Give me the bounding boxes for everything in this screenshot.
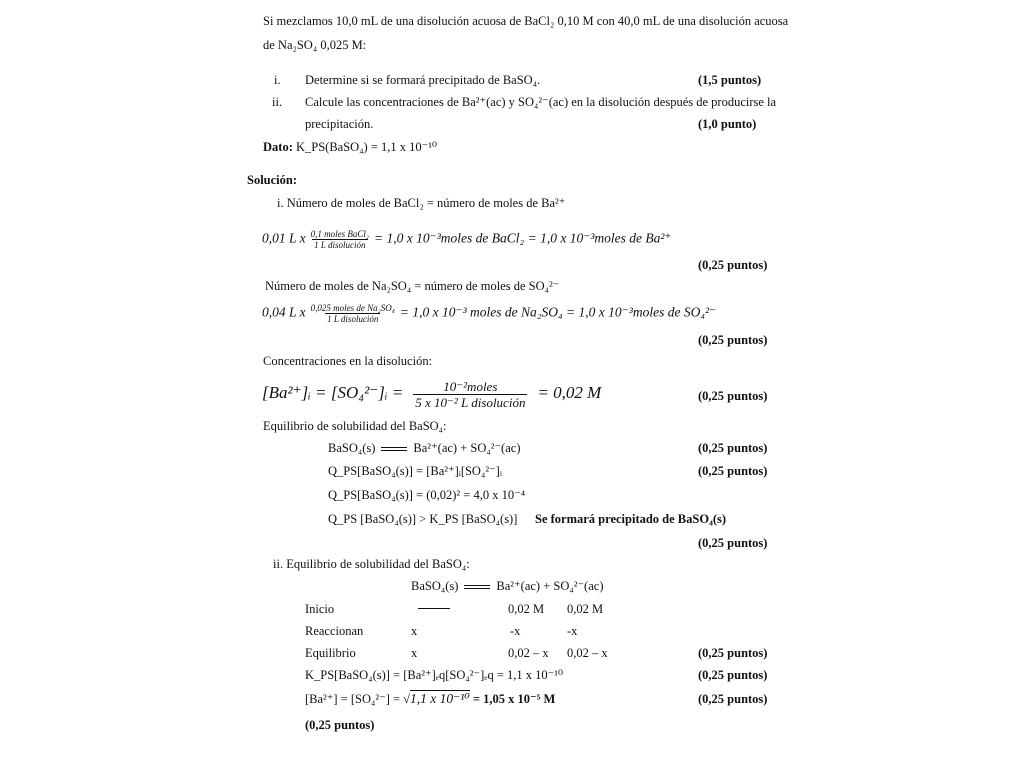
final-root: 1,1 x 10⁻¹⁰	[410, 691, 470, 706]
ice-row-label: Inicio	[305, 602, 335, 616]
ice-cell: 0,02 – x	[508, 646, 549, 660]
eq1-denominator: 1 L disolución	[314, 240, 366, 250]
eq1-fraction	[309, 229, 371, 250]
reaction-1-products: Ba²⁺(ac) + SO₄²⁻(ac)	[413, 441, 521, 455]
eq2-lead: 0,04 L x	[262, 304, 306, 320]
points-h: (0,25 puntos)	[698, 692, 768, 706]
points-d: (0,25 puntos)	[698, 441, 768, 455]
equation-moles-na2so4	[262, 303, 716, 324]
points-c: (0,25 puntos)	[698, 389, 768, 403]
reaction-equation-1	[328, 440, 520, 456]
eq2-fraction	[309, 303, 397, 324]
equilibrium-heading: Equilibrio de solubilidad del BaSO₄:	[263, 419, 447, 433]
points-last: (0,25 puntos)	[305, 718, 375, 732]
solution-step-1: i. Número de moles de BaCl₂ = número de moles de Ba²⁺	[277, 196, 566, 210]
dato-line	[263, 139, 437, 155]
item-i-text: Determine si se formará precipitado de BaSO₄.	[305, 73, 541, 87]
points-ice: (0,25 puntos)	[698, 646, 768, 660]
problem-line-2: de Na₂SO₄ 0,025 M:	[263, 38, 367, 52]
qps-definition: Q_PS[BaSO₄(s)] = [Ba²⁺]ᵢ[SO₄²⁻]ᵢ	[328, 464, 502, 478]
kps-equation: K_PS[BaSO₄(s)] = [Ba²⁺]ₑq[SO₄²⁻]ₑq = 1,1 x 10⁻¹⁰	[305, 668, 563, 682]
concentrations-heading: Concentraciones en la disolución:	[263, 354, 433, 368]
ice-row-label: Reaccionan	[305, 624, 364, 638]
item-ii-text-2: precipitación.	[305, 117, 374, 131]
solution-heading: Solución:	[247, 173, 298, 187]
part-ii-heading: ii. Equilibrio de solubilidad del BaSO₄:	[273, 557, 470, 571]
ice-cell: x	[411, 624, 418, 638]
equation-concentrations	[262, 378, 601, 410]
equilibrium-arrow-icon	[381, 445, 407, 453]
points-b: (0,25 puntos)	[698, 333, 768, 347]
ice-reactant: BaSO₄(s)	[411, 579, 459, 593]
dato-text: K_PS(BaSO₄) = 1,1 x 10⁻¹⁰	[295, 140, 437, 154]
eq3-denominator: 5 x 10⁻² L disolución	[415, 394, 526, 410]
equilibrium-arrow-icon	[464, 583, 490, 591]
ice-cell: 0,02 M	[508, 602, 545, 616]
ice-cell: 0,02 – x	[567, 646, 608, 660]
eq3-numerator: 10⁻²moles	[443, 378, 498, 394]
points-f: (0,25 puntos)	[698, 536, 768, 550]
eq2-result: = 1,0 x 10⁻³ moles de Na₂SO₄ = 1,0 x 10⁻³moles de SO₄²⁻	[399, 304, 717, 320]
item-i-number: i.	[274, 73, 281, 87]
precipitate-conclusion: Se formará precipitado de BaSO₄(s)	[535, 512, 727, 526]
points-e: (0,25 puntos)	[698, 464, 768, 478]
ice-products: Ba²⁺(ac) + SO₄²⁻(ac)	[496, 579, 604, 593]
problem-line-1: Si mezclamos 10,0 mL de una disolución acuosa de BaCl₂ 0,10 M con 40,0 mL de una disolución acuosa	[263, 14, 789, 28]
ice-cell: -x	[567, 624, 578, 638]
points-a: (0,25 puntos)	[698, 258, 768, 272]
eq2-denominator: 1 L disolución	[327, 314, 379, 324]
item-i-points: (1,5 puntos)	[698, 73, 762, 87]
points-g: (0,25 puntos)	[698, 668, 768, 682]
eq1-result: = 1,0 x 10⁻³moles de BaCl₂ = 1,0 x 10⁻³moles de Ba²⁺	[374, 230, 672, 246]
eq1-lead: 0,01 L x	[262, 230, 306, 246]
ice-cell: x	[411, 646, 418, 660]
ice-row-label: Equilibrio	[305, 646, 356, 660]
eq2-numerator: 0,025 moles de Na₂SO₄	[310, 303, 395, 313]
final-lead: [Ba²⁺] = [SO₄²⁻] = √	[305, 692, 411, 706]
dato-label: Dato:	[263, 140, 293, 154]
qps-comparison: Q_PS [BaSO₄(s)] > K_PS [BaSO₄(s)]	[328, 512, 518, 526]
ice-dash	[418, 608, 450, 609]
eq3-fraction	[413, 379, 527, 410]
final-concentration	[305, 691, 555, 707]
item-ii-number: ii.	[272, 95, 283, 109]
final-result: = 1,05 x 10⁻⁵ M	[472, 692, 556, 706]
eq3-lead: [Ba²⁺]ᵢ = [SO₄²⁻]ᵢ =	[262, 383, 404, 402]
eq3-result: = 0,02 M	[537, 383, 602, 402]
reaction-1-reactant: BaSO₄(s)	[328, 441, 376, 455]
ice-table-header	[411, 578, 603, 594]
ice-cell: -x	[510, 624, 521, 638]
solution-step-2: Número de moles de Na₂SO₄ = número de moles de SO₄²⁻	[265, 279, 560, 293]
eq1-numerator: 0,1 moles BaCl₂	[310, 229, 370, 239]
qps-value: Q_PS[BaSO₄(s)] = (0,02)² = 4,0 x 10⁻⁴	[328, 488, 526, 502]
item-ii-text-1: Calcule las concentraciones de Ba²⁺(ac) y SO₄²⁻(ac) en la disolución después de producirse la	[305, 95, 777, 109]
ice-cell: 0,02 M	[567, 602, 604, 616]
item-ii-points: (1,0 punto)	[698, 117, 757, 131]
equation-moles-bacl2	[262, 229, 672, 250]
